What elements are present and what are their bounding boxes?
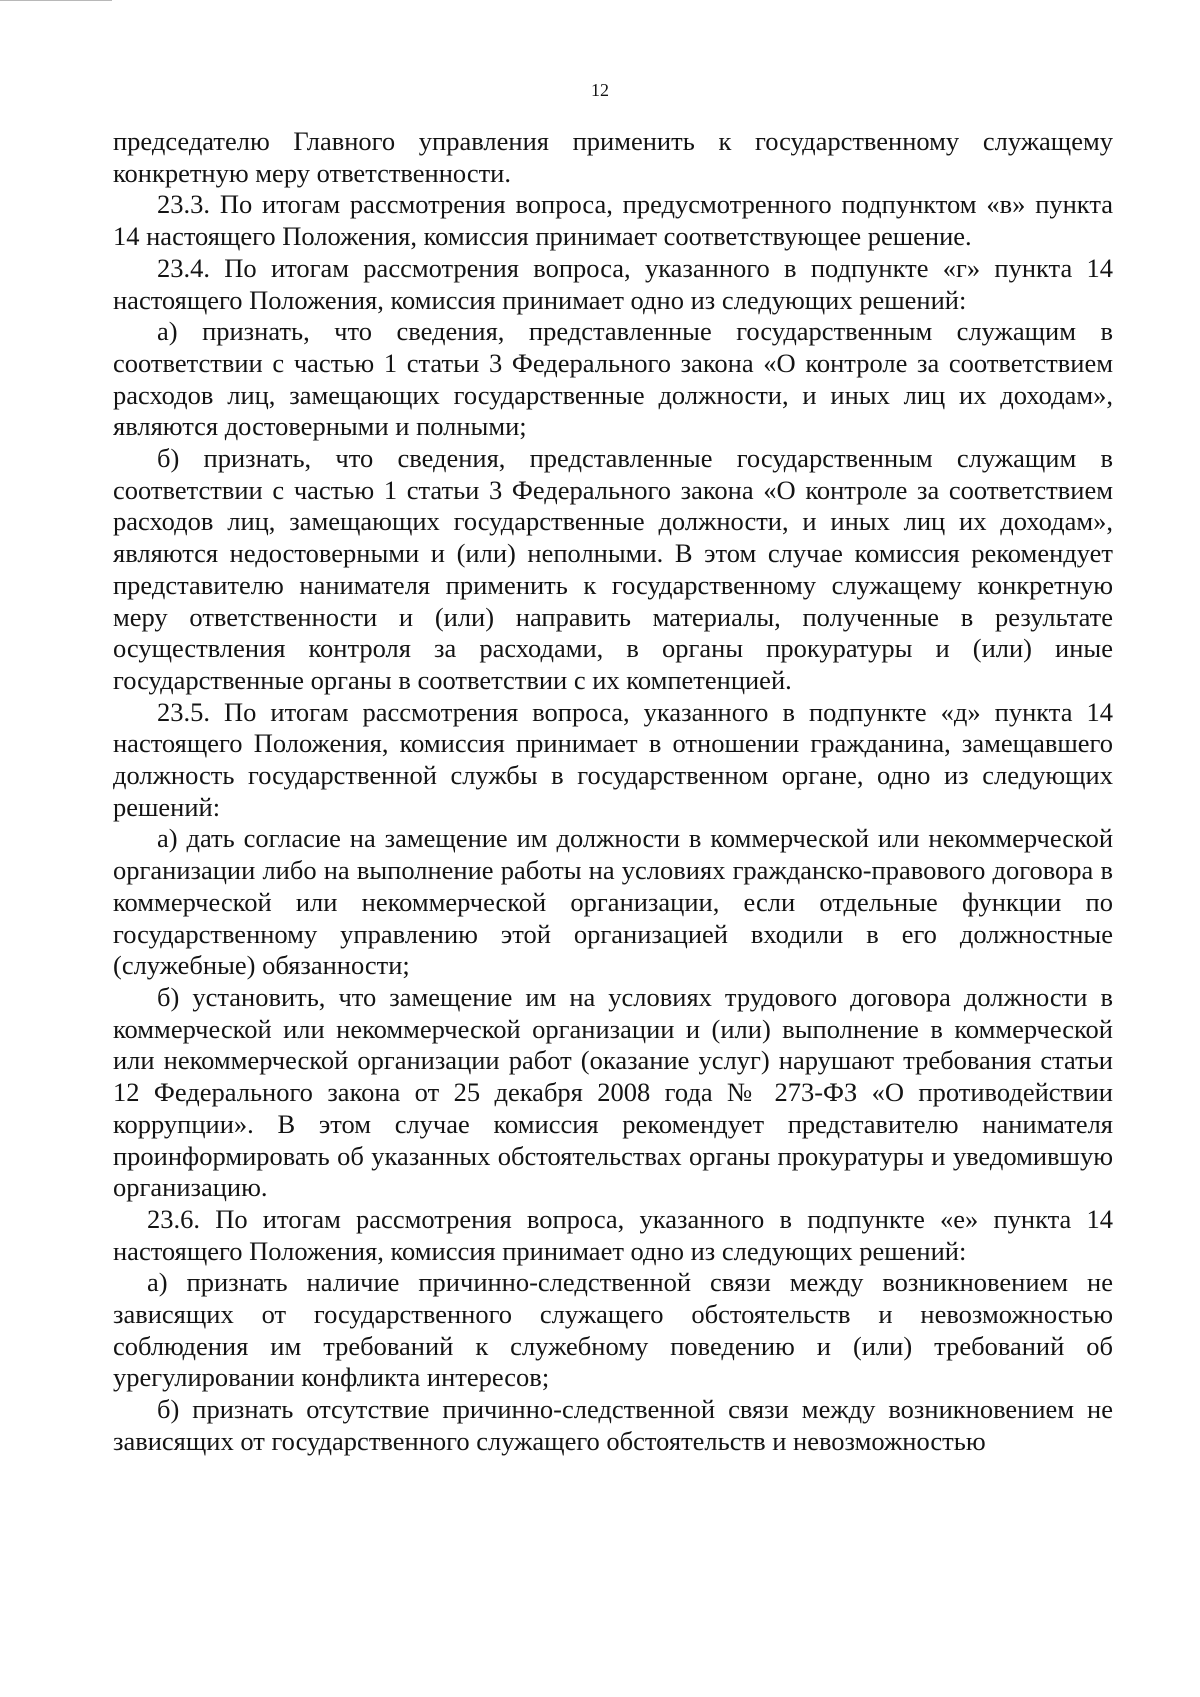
scan-edge-mark [0, 0, 112, 1]
paragraph-23-5-b: б) установить, что замещение им на условиях трудового договора должности в коммерческой или некоммерческой организации и (или) выполнение в коммерческой или некоммерческой организации работ (оказание услуг) нарушают требования статьи 12 Федерального закона от 25 декабря 2008 года № 273-ФЗ «О противодействии коррупции». В этом случае комиссия рекомендует представителю нанимателя проинформировать об указанных обстоятельствах органы прокуратуры и уведомившую организацию. [113, 981, 1113, 1203]
paragraph-23-6-b: б) признать отсутствие причинно-следственной связи между возникновением не зависящих от государственного служащего обстоятельств и невозможностью [113, 1394, 1113, 1456]
paragraph-23-6-a: а) признать наличие причинно-следственной связи между возникновением не зависящих от государственного служащего обстоятельств и невозможностью соблюдения им требований к служебному поведению и (или) требований об урегулировании конфликта интересов; [113, 1267, 1113, 1393]
paragraph-23-6: 23.6. По итогам рассмотрения вопроса, указанного в подпункте «е» пункта 14 настоящего Положения, комиссия принимает одно из следующих решений: [113, 1203, 1113, 1266]
paragraph-23-4-a: а) признать, что сведения, представленные государственным служащим в соответствии с частью 1 статьи 3 Федерального закона «О контроле за соответствием расходов лиц, замещающих государственные должности, и иных лиц их доходам», являются достоверными и полными; [113, 316, 1113, 442]
paragraph-23-5: 23.5. По итогам рассмотрения вопроса, указанного в подпункте «д» пункта 14 настоящего Положения, комиссия принимает в отношении гражданина, замещавшего должность государственной службы в государственном органе, одно из следующих решений: [113, 696, 1113, 822]
document-body [113, 126, 1113, 1458]
paragraph-23-4: 23.4. По итогам рассмотрения вопроса, указанного в подпункте «г» пункта 14 настоящего Положения, комиссия принимает одно из следующих решений: [113, 252, 1113, 315]
page-number: 12 [591, 80, 609, 100]
paragraph-23-3: 23.3. По итогам рассмотрения вопроса, предусмотренного подпунктом «в» пункта 14 настоящего Положения, комиссия принимает соответствующее решение. [113, 189, 1113, 252]
paragraph-23-4-b: б) признать, что сведения, представленные государственным служащим в соответствии с частью 1 статьи 3 Федерального закона «О контроле за соответствием расходов лиц, замещающих государственные должности, и иных лиц их доходам», являются недостоверными и (или) неполными. В этом случае комиссия рекомендует представителю нанимателя применить к государственному служащему конкретную меру ответственности и (или) направить материалы, полученные в результате осуществления контроля за расходами, в органы прокуратуры и (или) иные государственные органы в соответствии с их компетенцией. [113, 443, 1113, 695]
paragraph-23-5-a: а) дать согласие на замещение им должности в коммерческой или некоммерческой организации либо на выполнение работы на условиях гражданско-правового договора в коммерческой или некоммерческой организации, если отдельные функции по государственному управлению этой организацией входили в его должностные (служебные) обязанности; [113, 823, 1113, 981]
paragraph-continuation: председателю Главного управления применить к государственному служащему конкретную меру ответственности. [113, 126, 1113, 188]
